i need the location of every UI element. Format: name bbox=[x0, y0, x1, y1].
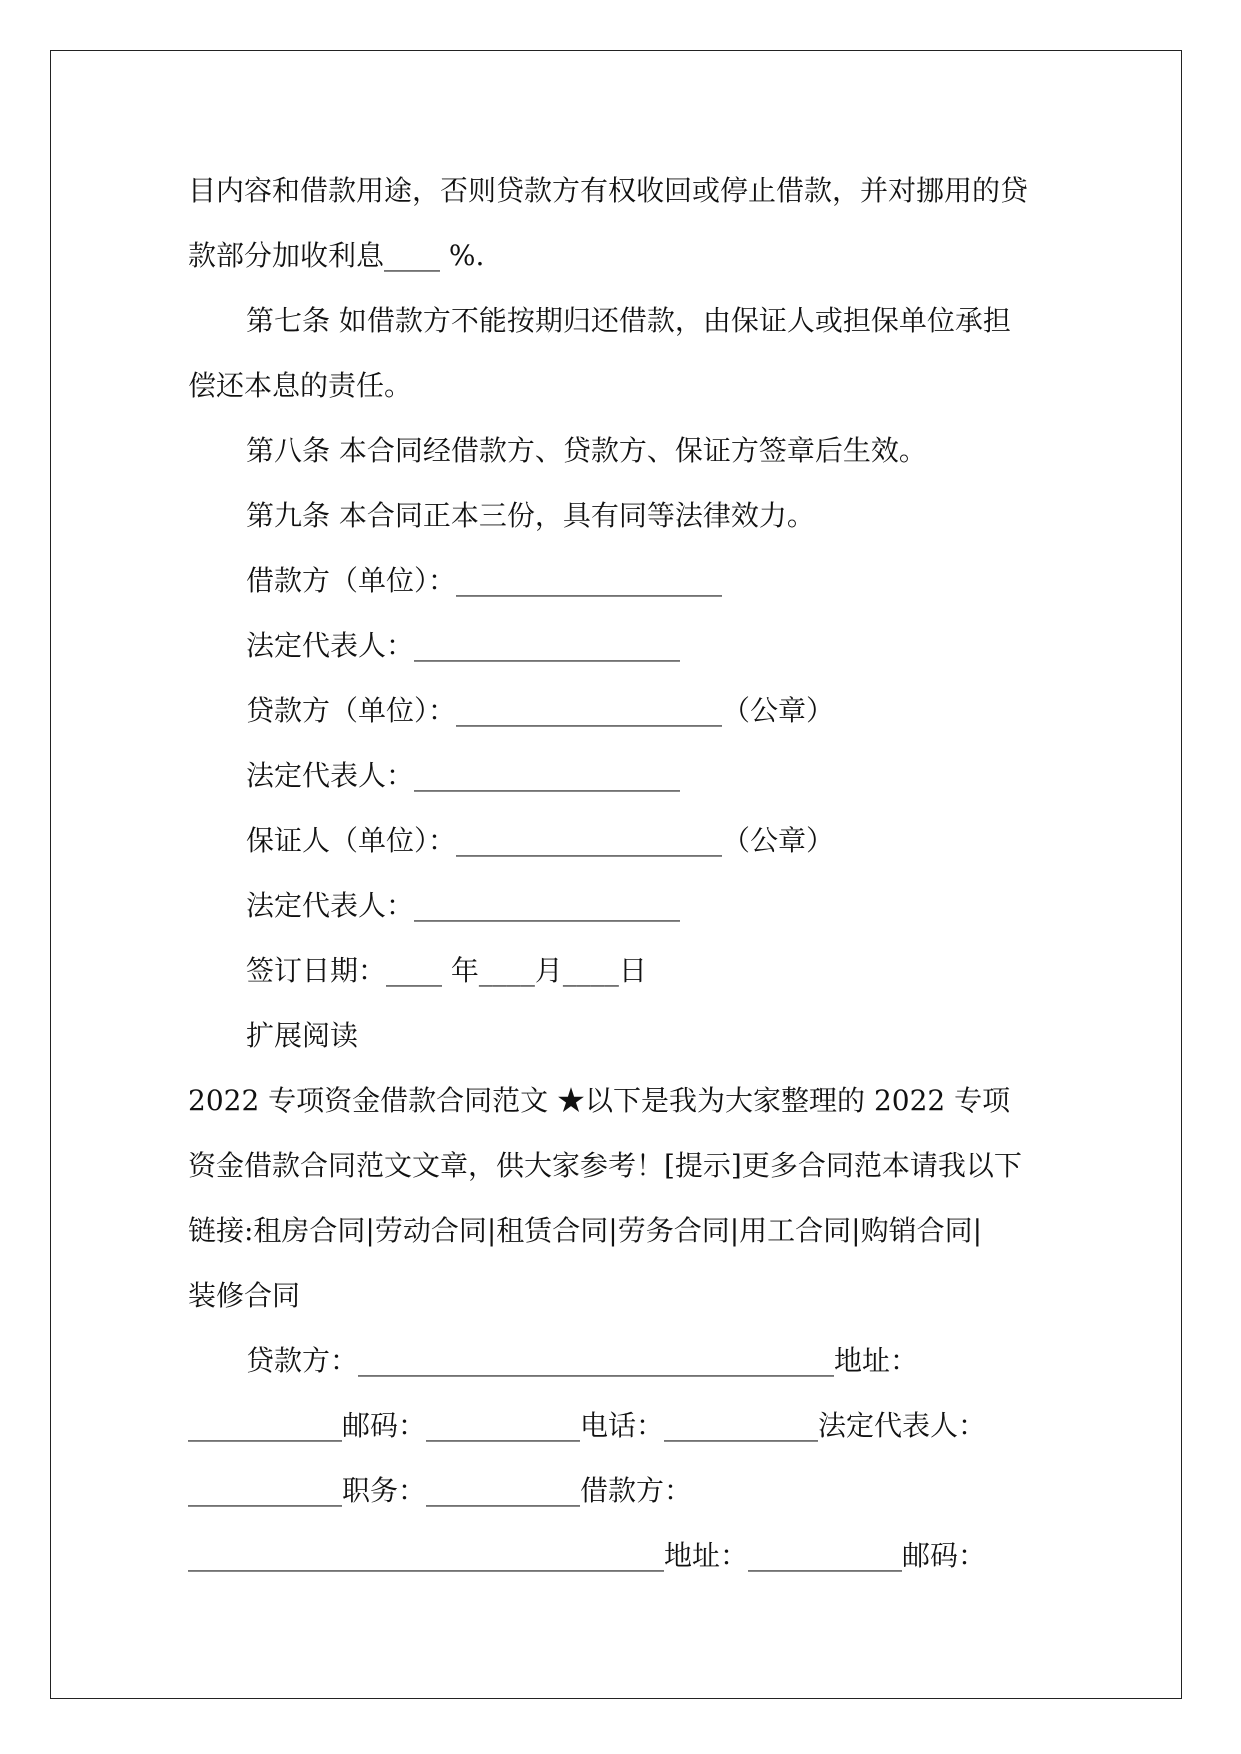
paragraph-line: 装修合同 bbox=[188, 1279, 301, 1312]
article-9-line: 第九条 本合同正本三份，具有同等法律效力。 bbox=[246, 499, 815, 532]
borrower-unit-field: 借款方（单位）：___________________ bbox=[246, 564, 723, 597]
guarantor-unit-field: 保证人（单位）：___________________（公章） bbox=[246, 824, 835, 857]
legal-representative-field: 法定代表人：___________________ bbox=[246, 629, 681, 662]
extended-reading-heading: 扩展阅读 bbox=[246, 1019, 359, 1052]
paragraph-line: 偿还本息的责任。 bbox=[188, 369, 413, 402]
article-7-line: 第七条 如借款方不能按期归还借款，由保证人或担保单位承担 bbox=[246, 304, 1011, 337]
document-body bbox=[188, 158, 1068, 1588]
signing-date-field: 签订日期：____ 年____月____日 bbox=[246, 954, 647, 987]
paragraph-line: 款部分加收利息____ %. bbox=[188, 239, 485, 272]
contract-links-line: 链接:租房合同|劳动合同|租赁合同|劳务合同|用工合同|购销合同| bbox=[188, 1214, 983, 1247]
article-8-line: 第八条 本合同经借款方、贷款方、保证方签章后生效。 bbox=[246, 434, 927, 467]
paragraph-line: 资金借款合同范文文章，供大家参考！[提示]更多合同范本请我以下 bbox=[188, 1149, 1022, 1182]
legal-representative-field: 法定代表人：___________________ bbox=[246, 889, 681, 922]
contact-fields-line: ___________邮码：___________电话：___________法定代表人： bbox=[188, 1409, 987, 1442]
address-fields-line: __________________________________地址：___________邮码： bbox=[188, 1539, 987, 1572]
lender-unit-field: 贷款方（单位）：___________________（公章） bbox=[246, 694, 835, 727]
position-fields-line: ___________职务：___________借款方： bbox=[188, 1474, 693, 1507]
lender-field-line: 贷款方：__________________________________地址： bbox=[246, 1344, 919, 1377]
paragraph-line: 2022 专项资金借款合同范文 ★以下是我为大家整理的 2022 专项 bbox=[188, 1084, 1011, 1117]
legal-representative-field: 法定代表人：___________________ bbox=[246, 759, 681, 792]
paragraph-line: 目内容和借款用途，否则贷款方有权收回或停止借款，并对挪用的贷 bbox=[188, 174, 1029, 207]
